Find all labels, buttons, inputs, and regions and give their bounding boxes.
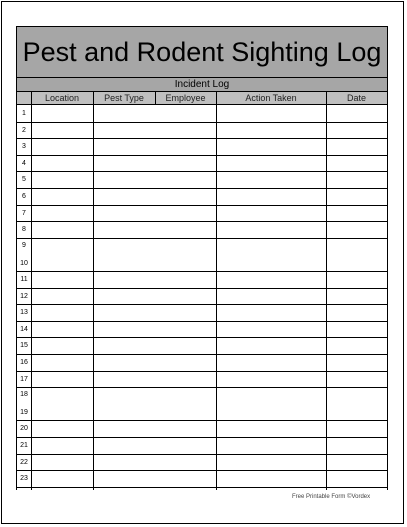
row-number: 6 <box>22 193 26 200</box>
table-header-row <box>17 92 387 105</box>
row-divider <box>17 122 387 123</box>
row-number: 14 <box>20 325 28 333</box>
row-number: 19 <box>20 409 28 417</box>
column-divider <box>326 92 327 490</box>
row-number: 9 <box>22 241 26 249</box>
page-title: Pest and Rodent Sighting Log <box>22 36 382 67</box>
row-divider <box>17 454 387 455</box>
row-number: 12 <box>20 292 28 300</box>
footer-credit: Free Printable Form ©Vordex <box>292 494 371 500</box>
row-divider <box>17 420 387 421</box>
row-number: 11 <box>20 276 28 283</box>
row-divider <box>17 354 387 355</box>
row-number: 16 <box>20 359 28 366</box>
row-divider <box>17 155 387 156</box>
row-divider <box>17 171 387 172</box>
row-divider <box>17 138 387 139</box>
title-banner <box>16 26 388 78</box>
column-divider <box>93 92 94 490</box>
row-number: 13 <box>20 309 28 317</box>
row-number: 10 <box>20 260 28 267</box>
column-divider <box>216 92 217 490</box>
row-divider <box>17 470 387 471</box>
row-divider <box>17 188 387 189</box>
row-number: 17 <box>20 375 28 383</box>
row-divider <box>17 288 387 289</box>
column-header-action-taken: Action Taken <box>245 93 297 103</box>
row-number: 5 <box>22 176 26 184</box>
row-divider <box>17 437 387 438</box>
log-table <box>16 92 388 490</box>
row-divider <box>17 304 387 305</box>
column-divider <box>155 92 156 105</box>
row-divider <box>17 387 387 388</box>
row-divider <box>17 337 387 338</box>
row-number: 20 <box>20 425 28 433</box>
row-divider <box>17 371 387 372</box>
row-divider <box>17 271 387 272</box>
row-number: 2 <box>22 126 26 134</box>
column-header-date: Date <box>346 93 366 103</box>
row-divider <box>17 221 387 222</box>
row-number: 15 <box>20 342 28 350</box>
column-header-employee: Employee <box>165 93 206 103</box>
section-header: Incident Log <box>16 78 388 92</box>
row-divider <box>17 321 387 322</box>
row-number: 7 <box>22 209 26 217</box>
row-number: 3 <box>22 143 26 151</box>
row-number: 22 <box>20 458 28 466</box>
column-header-location: Location <box>44 93 80 103</box>
row-number: 18 <box>20 391 28 399</box>
row-divider <box>17 487 387 488</box>
row-number: 23 <box>20 475 28 483</box>
row-number: 4 <box>22 159 26 167</box>
row-divider <box>17 205 387 206</box>
row-number: 21 <box>20 442 28 449</box>
column-header-pest-type: Pest Type <box>104 93 144 103</box>
row-divider <box>17 238 387 239</box>
row-number: 8 <box>22 226 26 234</box>
row-number: 1 <box>22 110 26 117</box>
column-divider <box>31 92 32 490</box>
log-sheet <box>1 1 404 524</box>
